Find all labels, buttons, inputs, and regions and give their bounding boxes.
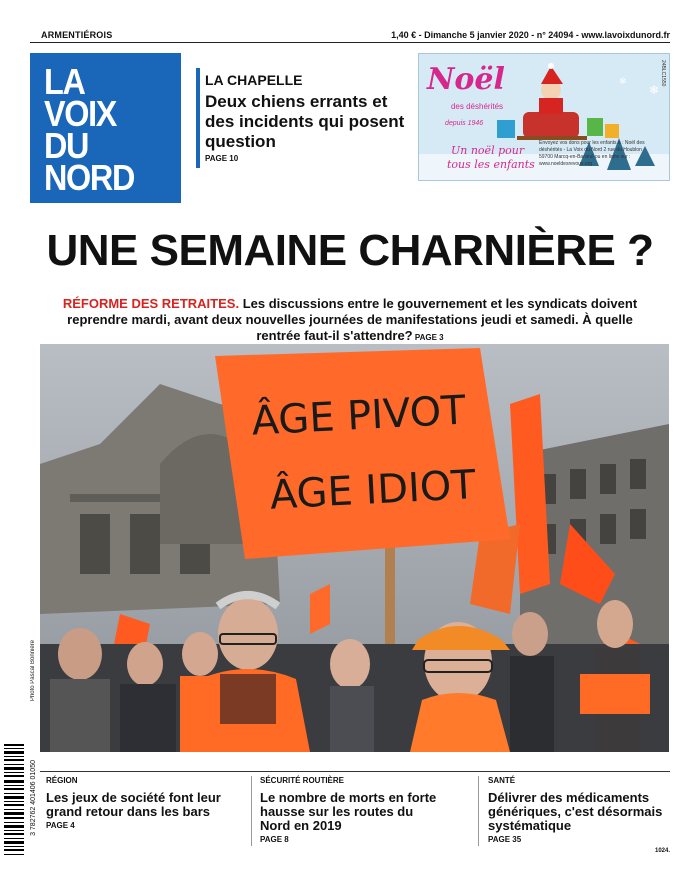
deck-text: Les discussions entre le gouvernement et les syndicats doivent reprendre mardi, avant deux nouvelles journées de manifestations jeudi et samedi. À quelle rentrée faut-il s'attendre? [67, 296, 638, 343]
sign-text: ÂGE PIVOT [250, 387, 467, 445]
column-title: Les jeux de société font leur grand retour dans les bars [46, 790, 221, 819]
column-title: Le nombre de morts en forte hausse sur les routes du Nord en 2019 [260, 790, 437, 833]
story-column-health[interactable] [488, 776, 673, 844]
issue-meta: 1,40 € - Dimanche 5 janvier 2020 - n° 24094 - www.lavoixdunord.fr [391, 30, 670, 40]
teaser-page-ref: PAGE 10 [205, 154, 239, 163]
barcode-number: 3 782762 401406 01050 [30, 760, 37, 836]
column-title: Délivrer des médicaments génériques, c'est désormais systématique [488, 790, 663, 833]
edition-name: ARMENTIÉROIS [41, 30, 113, 40]
column-separator [251, 776, 252, 846]
deck-kicker: RÉFORME DES RETRAITES. [62, 296, 240, 311]
column-page-ref: PAGE 4 [46, 821, 75, 830]
header-divider [30, 42, 670, 43]
sign-text: ÂGE IDIOT [268, 461, 477, 519]
newspaper-logo[interactable] [30, 53, 181, 203]
ad-slogan-line: tous les enfants [447, 158, 535, 171]
ad-side-code: 24BLC1550 [660, 60, 666, 87]
protest-photo-illustration [40, 344, 669, 752]
story-column-region[interactable] [46, 776, 246, 830]
column-page-ref: PAGE 35 [488, 835, 522, 844]
column-kicker: SANTÉ [488, 776, 516, 785]
front-page-photo[interactable] [40, 344, 669, 752]
main-headline[interactable]: UNE SEMAINE CHARNIÈRE ? [46, 226, 654, 275]
teaser-accent-bar [196, 68, 200, 168]
svg-text:❄: ❄ [619, 76, 627, 86]
logo-line: NORD [44, 157, 134, 198]
headline-deck [60, 296, 640, 346]
ad-brand-sub: des déshérités [450, 102, 504, 111]
column-kicker: SÉCURITÉ ROUTIÈRE [260, 776, 345, 785]
bottom-divider [40, 771, 670, 772]
barcode-icon [2, 740, 30, 862]
column-kicker: RÉGION [46, 776, 78, 785]
teaser-kicker: LA CHAPELLE [205, 72, 303, 88]
charity-ad[interactable] [418, 53, 670, 181]
ad-slogan-line: Un noël pour [451, 144, 525, 157]
ad-since: depuis 1946 [445, 120, 484, 127]
page-code: 1024. [654, 848, 670, 854]
ad-info-text: Envoyez vos dons pour les enfants à : Noël des déshérités - La Voix du Nord 2 rue du Houblon - 59700 Marcq-en-Barœul ou en ligne sur : www.noeldesrevous.org [539, 140, 645, 167]
column-separator [478, 776, 479, 846]
logo-line: DU [44, 125, 89, 166]
teaser-title[interactable]: Deux chiens errants et des incidents qui posent question [205, 92, 405, 151]
logo-line: VOIX [44, 93, 117, 134]
deck-page-ref: PAGE 3 [412, 333, 444, 342]
logo-line: LA [44, 61, 85, 102]
story-column-road-safety[interactable] [260, 776, 445, 844]
photo-credit: Photo Pascal Bonnière [30, 640, 36, 702]
column-page-ref: PAGE 8 [260, 835, 289, 844]
svg-text:❄: ❄ [649, 83, 660, 97]
ad-brand: Noël [427, 62, 505, 97]
